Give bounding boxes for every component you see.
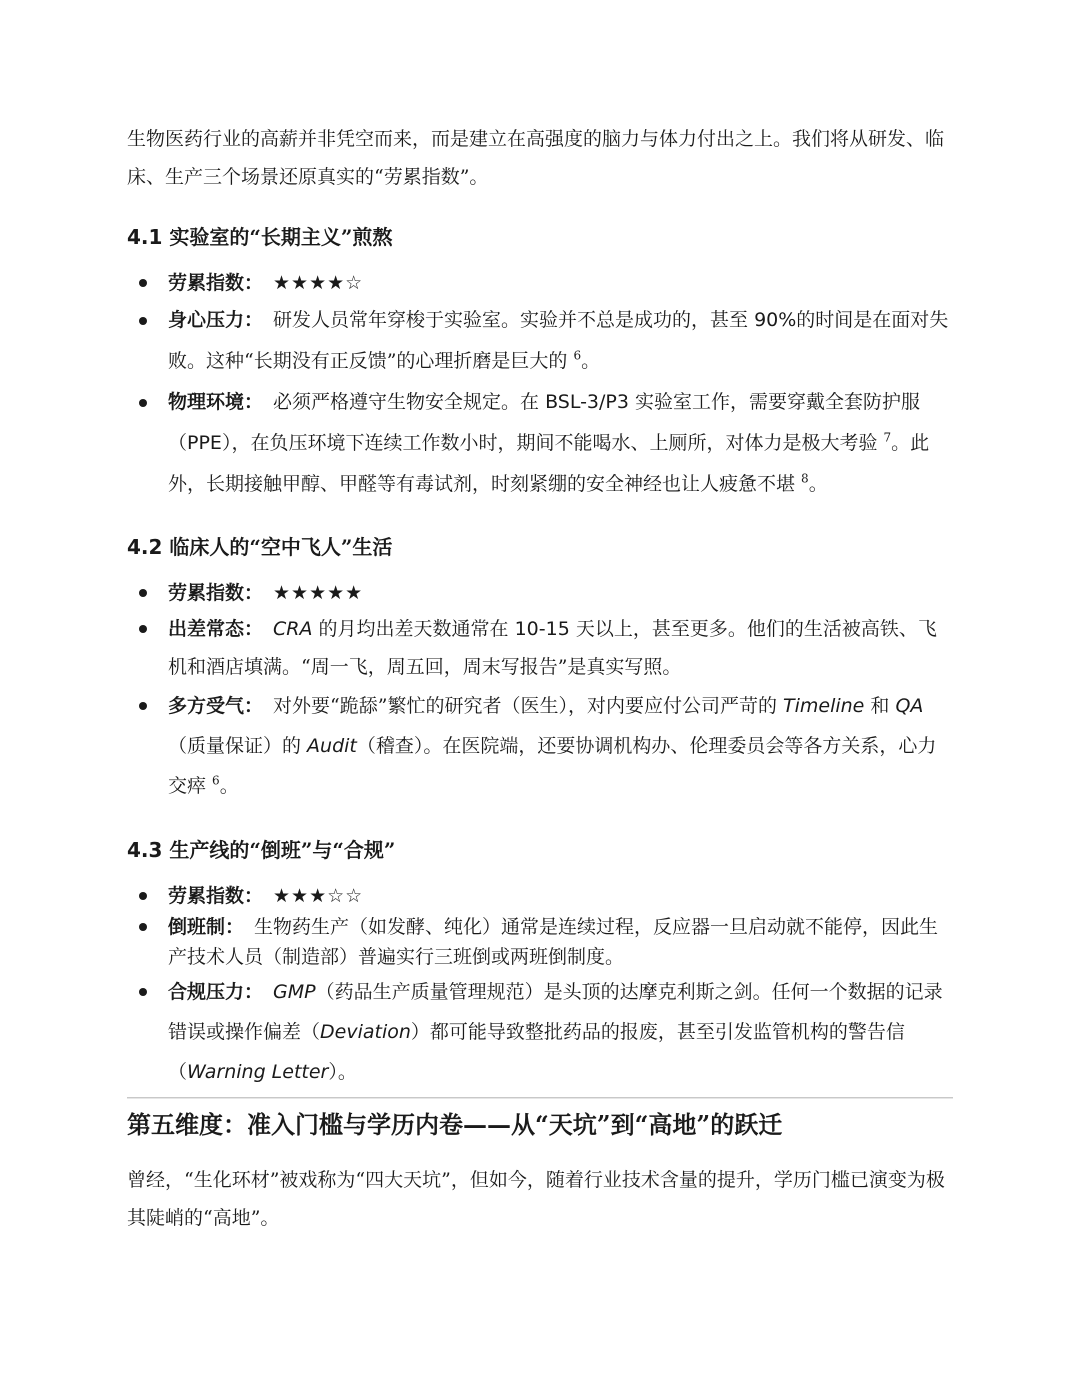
item-term: Timeline <box>782 695 865 717</box>
item-label: 合规压力： <box>168 981 264 1003</box>
item-text: 。 <box>219 775 239 797</box>
item-text: 的月均出差天数通常在 <box>312 618 515 640</box>
list-item <box>127 300 953 382</box>
bullet-icon <box>139 399 147 407</box>
item-text: 的时间是在面对失败。这种“长期没有正反馈”的心理折磨是巨大的 <box>168 309 949 372</box>
item-text: 。 <box>581 350 601 372</box>
list-item <box>127 912 953 972</box>
item-text: 研发人员常年穿梭于实验室。实验并不总是成功的，甚至 <box>273 309 755 331</box>
rating-stars: ★★★★★ <box>273 582 364 604</box>
item-text: 必须严格遵守生物安全规定。在 <box>273 391 546 413</box>
section-5-paragraph: 曾经，“生化环材”被戏称为“四大天坑”，但如今，随着行业技术含量的提升，学历门槛已演变为极其陡峭的“高地”。 <box>127 1169 945 1229</box>
item-term: 90% <box>754 309 797 331</box>
heading-title: 临床人的“空中飞人”生活 <box>169 535 393 559</box>
list-item <box>127 610 953 686</box>
item-term: GMP <box>273 981 316 1003</box>
item-text: ）都可能导致整批药品的报废，甚至引发监管机构的警告信（ <box>168 1021 905 1083</box>
item-label: 物理环境： <box>168 391 264 413</box>
list-item <box>127 686 953 806</box>
item-label: 倒班制： <box>168 916 245 938</box>
item-label: 多方受气： <box>168 695 264 717</box>
item-label: 劳累指数： <box>168 885 264 907</box>
heading-number: 4.1 <box>127 225 163 249</box>
item-text: （质量保证）的 <box>168 735 308 757</box>
heading-title: 实验室的“长期主义”煎熬 <box>169 225 393 249</box>
item-term: BSL-3/P3 <box>545 391 629 413</box>
horizontal-divider <box>127 1097 953 1099</box>
item-term: Warning Letter <box>187 1061 329 1083</box>
bullet-icon <box>139 923 147 931</box>
item-text: （稽查）。在医院端，还要协调机构办、伦理委员会等各方关系，心力交瘁 <box>168 735 937 797</box>
item-term: 10-15 <box>514 618 570 640</box>
item-term: Audit <box>307 735 357 757</box>
item-text: ），在负压环境下连续工作数小时，期间不能喝水、上厕所，对体力是极大考验 <box>221 432 884 454</box>
bullet-icon <box>139 625 147 633</box>
item-term: PPE <box>187 432 222 454</box>
footnote-ref[interactable]: 6 <box>212 773 220 788</box>
list-item <box>127 880 953 912</box>
item-label: 身心压力： <box>168 309 264 331</box>
item-text: 生物药生产（如发酵、纯化）通常是连续过程，反应器一旦启动就不能停，因此生产技术人员（制造部）普遍实行三班倒或两班倒制度。 <box>168 916 939 968</box>
bullet-icon <box>139 589 147 597</box>
bullet-icon <box>139 317 147 325</box>
item-label: 劳累指数： <box>168 272 264 294</box>
item-text: 实验室工作，需要穿戴全套防护服（ <box>168 391 921 454</box>
footnote-ref[interactable]: 6 <box>573 348 582 363</box>
heading-4-3 <box>127 835 395 865</box>
item-label: 出差常态： <box>168 618 264 640</box>
list-item <box>127 972 953 1092</box>
footnote-ref[interactable]: 8 <box>801 471 809 486</box>
footnote-ref[interactable]: 7 <box>883 430 892 445</box>
item-text: ）。 <box>328 1061 357 1083</box>
item-text: 。此外，长期接触甲醇、甲醛等有毒试剂，时刻紧绷的安全神经也让人疲惫不堪 <box>168 432 930 495</box>
item-label: 劳累指数： <box>168 582 264 604</box>
heading-title: 生产线的“倒班”与“合规” <box>169 838 396 862</box>
item-text: 。 <box>808 473 828 495</box>
list-4-2 <box>127 576 953 806</box>
item-text: 天以上，甚至更多。他们的生活被高铁、飞机和酒店填满。“周一飞，周五回，周末写报告”是真实写照。 <box>168 618 937 678</box>
list-item <box>127 576 953 610</box>
item-term: QA <box>895 695 924 717</box>
rating-stars: ★★★★☆ <box>273 272 364 294</box>
list-item <box>127 266 953 300</box>
list-item <box>127 382 953 505</box>
item-text: 和 <box>864 695 896 717</box>
heading-4-1 <box>127 222 392 252</box>
rating-stars: ★★★☆☆ <box>273 885 364 907</box>
bullet-icon <box>139 892 147 900</box>
bullet-icon <box>139 702 147 710</box>
bullet-icon <box>139 988 147 996</box>
list-4-3 <box>127 880 953 1092</box>
item-term: CRA <box>273 618 313 640</box>
list-4-1 <box>127 266 953 505</box>
section-5-heading: 第五维度：准入门槛与学历内卷——从“天坑”到“高地”的跃迁 <box>127 1110 783 1139</box>
heading-number: 4.2 <box>127 535 163 559</box>
intro-paragraph: 生物医药行业的高薪并非凭空而来，而是建立在高强度的脑力与体力付出之上。我们将从研发、临床、生产三个场景还原真实的“劳累指数”。 <box>127 128 945 188</box>
item-text: （药品生产质量管理规范）是头顶的达摩克利斯之剑。任何一个数据的记录错误或操作偏差（ <box>168 981 943 1043</box>
item-text: 对外要“跪舔”繁忙的研究者（医生），对内要应付公司严苛的 <box>273 695 783 717</box>
bullet-icon <box>139 279 147 287</box>
heading-number: 4.3 <box>127 838 163 862</box>
item-term: Deviation <box>320 1021 411 1043</box>
heading-4-2 <box>127 532 392 562</box>
